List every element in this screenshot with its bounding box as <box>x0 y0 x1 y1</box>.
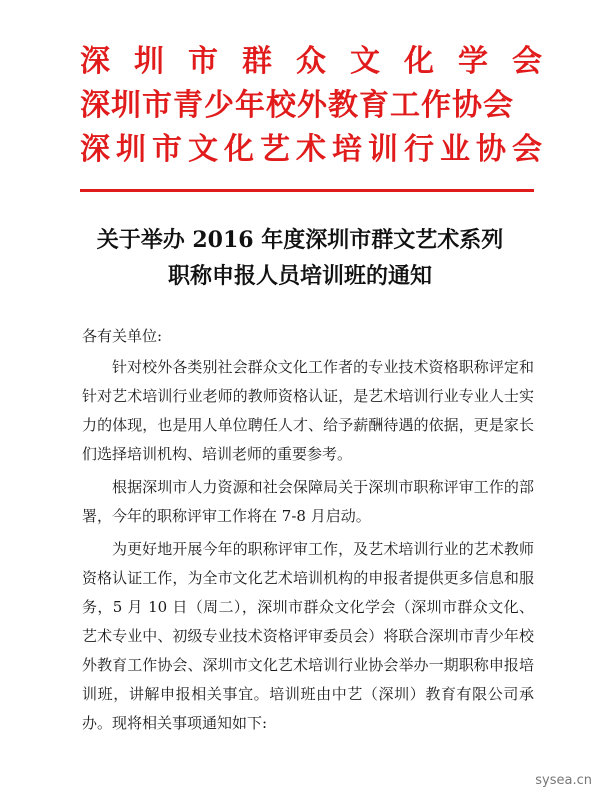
site-watermark: sysea.cn <box>535 773 592 788</box>
paragraph-2: 根据深圳市人力资源和社会保障局关于深圳市职称评审工作的部署，今年的职称评审工作将在 7-8 月启动。 <box>82 478 534 525</box>
paragraph-3: 为更好地开展今年的职称评审工作，及艺术培训行业的艺术教师资格认证工作，为全市文化艺术培训机构的申报者提供更多信息和服务，5 月 10 日（周二），深圳市群众文化学会（深圳市群众文化、艺术专业中、初级专业技术资格评审委员会）将联合深圳市青少年校外教育工作协会、深圳市文化艺术培训行业协会举办一期职称申报培训班，讲解申报相关事宜。培训班由中艺（深圳）教育有限公司承办。现将相关事项通知如下: <box>82 540 534 732</box>
title-line-1: 关于举办 2016 年度深圳市群文艺术系列 <box>96 227 504 253</box>
letterhead <box>80 40 566 172</box>
org-name-2: 深圳市青少年校外教育工作协会 <box>80 88 514 123</box>
title-line-2: 职称申报人员培训班的通知 <box>167 263 432 289</box>
document-title <box>60 222 540 294</box>
org-name-1: 深圳市群众文化学会 <box>80 44 566 79</box>
paragraph-1: 针对校外各类别社会群众文化工作者的专业技术资格职称评定和针对艺术培训行业老师的教师资格认证，是艺术培训行业专业人士实力的体现，也是用人单位聘任人才、给予薪酬待遇的依据，更是家长们选择培训机构、培训老师的重要参考。 <box>82 358 534 463</box>
document-body <box>82 322 534 742</box>
org-name-3: 深圳市文化艺术培训行业协会 <box>80 132 548 167</box>
letterhead-divider <box>80 189 534 192</box>
salutation: 各有关单位: <box>82 327 163 345</box>
